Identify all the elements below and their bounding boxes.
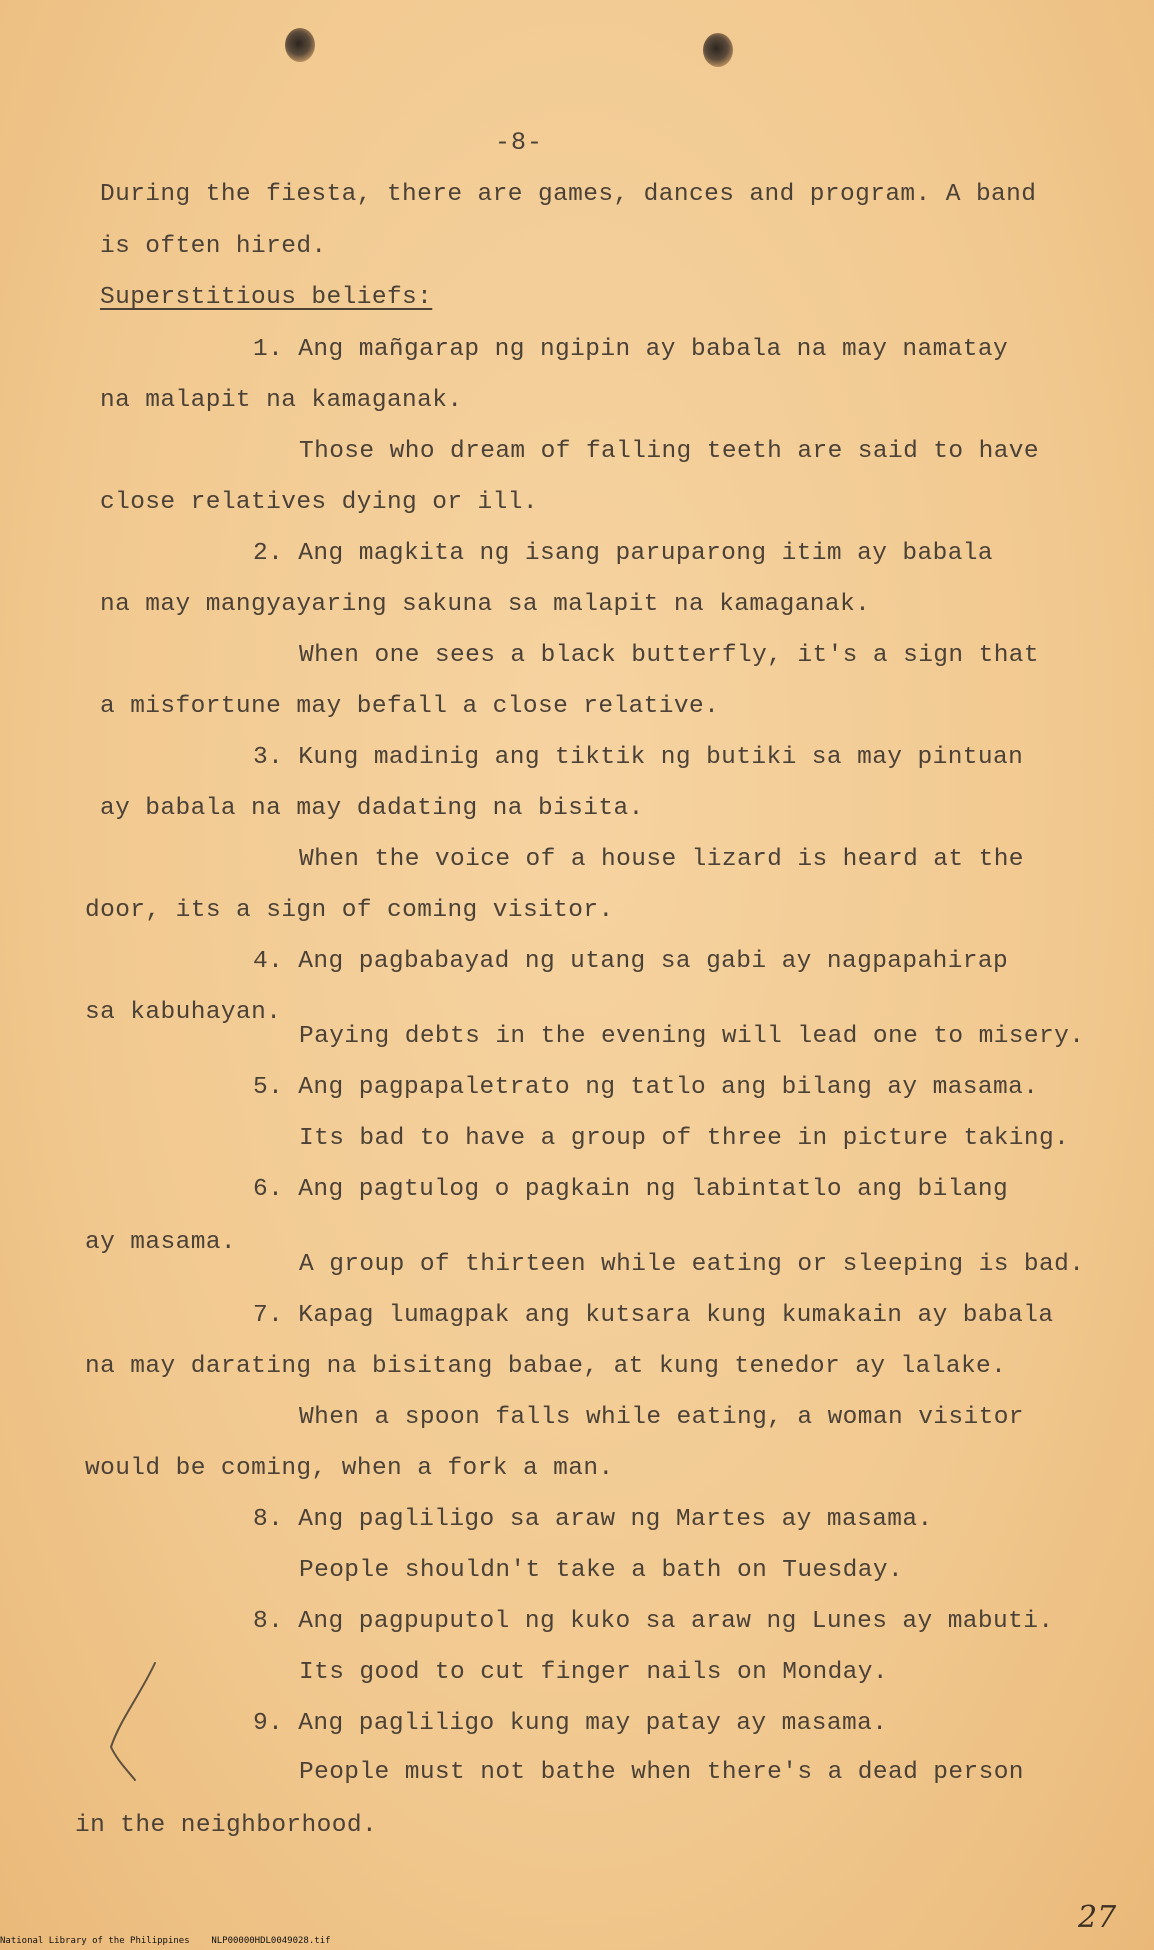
text-line: is often hired. — [100, 233, 327, 260]
belief-translation: a misfortune may befall a close relative. — [100, 693, 720, 720]
belief-line: 3. Kung madinig ang tiktik ng butiki sa may pintuan — [253, 744, 1024, 771]
belief-line: sa kabuhayan. — [85, 999, 282, 1026]
belief-line: na may darating na bisitang babae, at kung tenedor ay lalake. — [85, 1353, 1007, 1380]
belief-translation: Its good to cut finger nails on Monday. — [299, 1659, 888, 1686]
pencil-margin-mark — [105, 1655, 165, 1785]
page-number: -8- — [495, 128, 544, 157]
archive-footer: National Library of the Philippines NLP00000HDL0049028.tif — [0, 1936, 331, 1946]
belief-line: na may mangyayaring sakuna sa malapit na kamaganak. — [100, 591, 871, 618]
belief-line: ay babala na may dadating na bisita. — [100, 795, 644, 822]
belief-line: 5. Ang pagpapaletrato ng tatlo ang bilang ay masama. — [253, 1074, 1039, 1101]
belief-translation: People shouldn't take a bath on Tuesday. — [299, 1557, 904, 1584]
belief-translation: in the neighborhood. — [75, 1812, 378, 1839]
belief-translation: When a spoon falls while eating, a woman visitor — [299, 1404, 1024, 1431]
belief-translation: would be coming, when a fork a man. — [85, 1455, 614, 1482]
belief-line: 8. Ang pagliligo sa araw ng Martes ay masama. — [253, 1506, 933, 1533]
belief-translation: close relatives dying or ill. — [100, 489, 538, 516]
belief-line: 6. Ang pagtulog o pagkain ng labintatlo ang bilang — [253, 1176, 1009, 1203]
folio-number: 27 — [1078, 1900, 1117, 1935]
belief-line: 2. Ang magkita ng isang paruparong itim ay babala — [253, 540, 994, 567]
belief-translation: When one sees a black butterfly, it's a sign that — [299, 642, 1040, 669]
section-heading: Superstitious beliefs: — [100, 284, 433, 311]
belief-line: 8. Ang pagpuputol ng kuko sa araw ng Lunes ay mabuti. — [253, 1608, 1054, 1635]
belief-translation: People must not bathe when there's a dead person — [299, 1759, 1024, 1786]
punch-hole — [703, 33, 733, 67]
belief-line: na malapit na kamaganak. — [100, 387, 463, 414]
belief-line: 4. Ang pagbabayad ng utang sa gabi ay nagpapahirap — [253, 948, 1009, 975]
belief-translation: Paying debts in the evening will lead one to misery. — [299, 1023, 1085, 1050]
belief-translation: A group of thirteen while eating or sleeping is bad. — [299, 1251, 1085, 1278]
punch-hole — [285, 28, 315, 62]
belief-translation: Its bad to have a group of three in picture taking. — [299, 1125, 1070, 1152]
belief-translation: door, its a sign of coming visitor. — [85, 897, 614, 924]
belief-line: 7. Kapag lumagpak ang kutsara kung kumakain ay babala — [253, 1302, 1054, 1329]
belief-translation: When the voice of a house lizard is heard at the — [299, 846, 1024, 873]
text-line: During the fiesta, there are games, dances and program. A band — [100, 181, 1037, 208]
belief-line: 1. Ang mañgarap ng ngipin ay babala na may namatay — [253, 336, 1009, 363]
belief-translation: Those who dream of falling teeth are said to have — [299, 438, 1040, 465]
belief-line: ay masama. — [85, 1229, 237, 1256]
belief-line: 9. Ang pagliligo kung may patay ay masama. — [253, 1710, 888, 1737]
